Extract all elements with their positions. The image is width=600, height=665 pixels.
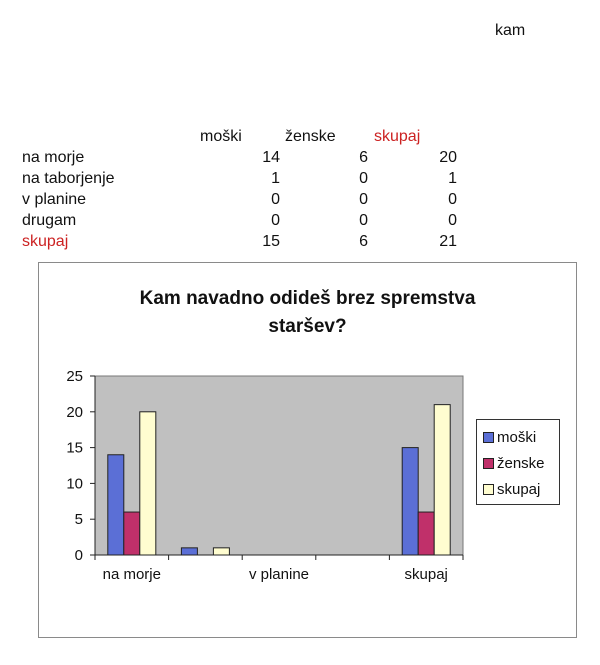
table-row-total (22, 233, 482, 253)
cell-moski: 14 (262, 149, 280, 166)
cell-zenske: 0 (359, 191, 368, 208)
table-row (22, 191, 482, 211)
y-tick-label: 10 (66, 475, 83, 493)
legend-label: skupaj (497, 481, 541, 498)
legend-item (483, 454, 559, 480)
table-row (22, 212, 482, 232)
legend-swatch-skupaj (483, 484, 494, 495)
y-tick-label: 15 (66, 439, 83, 457)
bar-zenske (124, 512, 140, 555)
bar-skupaj (434, 405, 450, 555)
legend-swatch-zenske (483, 458, 494, 469)
y-tick-label: 0 (74, 547, 83, 564)
chart-title-line-1: Kam navadno odideš brez spremstva (139, 288, 476, 309)
bar-zenske (418, 512, 434, 555)
cell-zenske: 0 (359, 212, 368, 229)
table-header-zenske: ženske (285, 128, 336, 145)
legend-item (483, 428, 559, 454)
bar-moski (108, 455, 124, 555)
cell-skupaj: 20 (439, 149, 457, 166)
cell-skupaj: 1 (448, 170, 457, 187)
page-label: kam (495, 22, 526, 39)
table-header-skupaj: skupaj (374, 128, 421, 145)
row-label-total: skupaj (22, 233, 69, 250)
cell-zenske: 0 (359, 170, 368, 187)
row-label: na morje (22, 149, 85, 166)
cell-moski: 0 (271, 212, 280, 229)
row-label: na taborjenje (22, 170, 115, 187)
chart-container (38, 262, 577, 638)
table-row (22, 170, 482, 190)
chart-title-line-2: staršev? (268, 316, 347, 337)
table-row (22, 149, 482, 169)
bar-skupaj (213, 548, 229, 555)
cell-skupaj: 0 (448, 191, 457, 208)
bar-moski (402, 448, 418, 555)
bar-moski (181, 548, 197, 555)
legend-item (483, 480, 559, 506)
cell-zenske: 6 (359, 149, 368, 166)
legend-label: ženske (497, 455, 545, 472)
legend-swatch-moski (483, 432, 494, 443)
row-label: drugam (22, 212, 77, 229)
x-tick-label: v planine (248, 566, 310, 583)
table-header-moski: moški (200, 128, 242, 145)
y-tick-label: 25 (66, 368, 83, 385)
chart-legend (476, 419, 560, 505)
cell-moski: 1 (271, 170, 280, 187)
legend-label: moški (497, 429, 537, 446)
x-tick-label: na morje (102, 566, 161, 583)
cell-moski: 0 (271, 191, 280, 208)
cell-skupaj: 21 (439, 233, 457, 250)
y-tick-label: 20 (66, 403, 83, 421)
row-label: v planine (22, 191, 87, 208)
cell-zenske: 6 (359, 233, 368, 250)
bar-skupaj (140, 412, 156, 555)
x-tick-label: skupaj (404, 566, 448, 583)
cell-skupaj: 0 (448, 212, 457, 229)
cell-moski: 15 (262, 233, 280, 250)
y-tick-label: 5 (74, 511, 83, 529)
